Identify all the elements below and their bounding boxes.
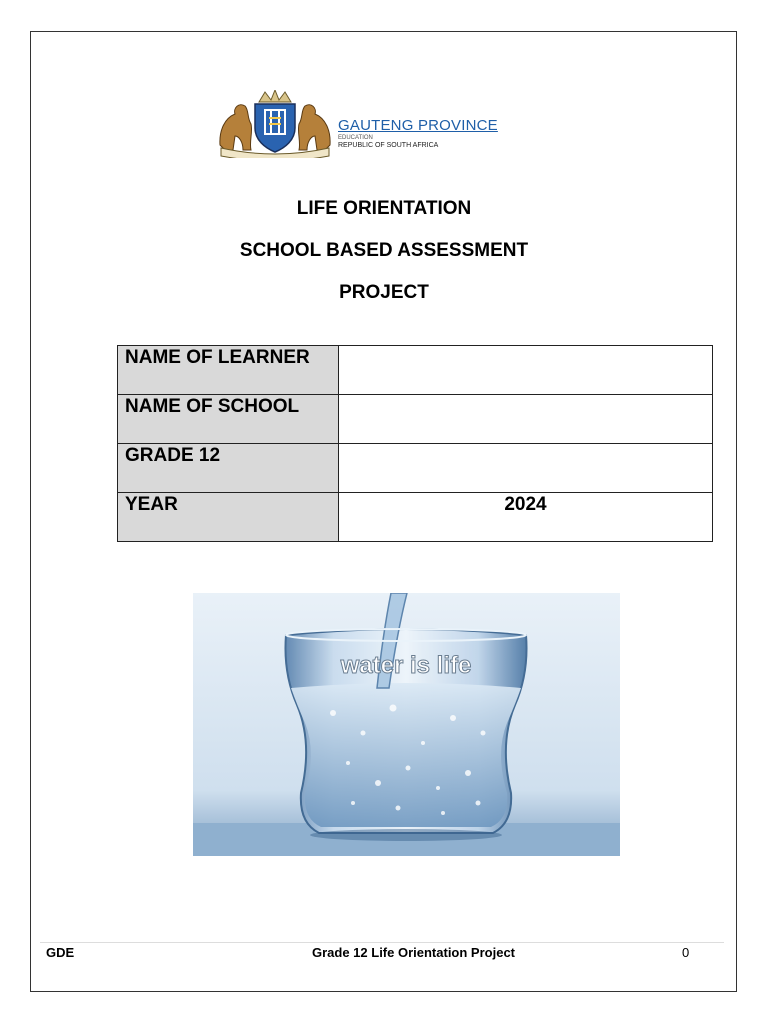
title-assessment: SCHOOL BASED ASSESSMENT (239, 240, 529, 261)
label-name-of-learner: NAME OF LEARNER (118, 346, 339, 395)
learner-info-table (117, 345, 713, 542)
label-grade: GRADE 12 (118, 444, 339, 493)
footer-divider (40, 942, 724, 943)
field-name-of-school[interactable] (339, 395, 713, 444)
footer-center: Grade 12 Life Orientation Project (312, 945, 515, 960)
table-row (118, 346, 713, 395)
image-caption: water is life (340, 652, 472, 679)
water-glass-image (193, 593, 620, 856)
label-name-of-school: NAME OF SCHOOL (118, 395, 339, 444)
title-project: PROJECT (339, 282, 429, 303)
water-glass-illustration (193, 593, 620, 856)
table-row (118, 493, 713, 542)
field-name-of-learner[interactable] (339, 346, 713, 395)
footer-left: GDE (46, 945, 75, 960)
logo-subtitle-country: REPUBLIC OF SOUTH AFRICA (338, 142, 439, 149)
page-number: 0 (682, 945, 690, 960)
table-row (118, 395, 713, 444)
field-grade[interactable] (339, 444, 713, 493)
field-year[interactable]: 2024 (339, 493, 713, 542)
table-row (118, 444, 713, 493)
logo-text (338, 117, 498, 150)
logo-title: GAUTENG PROVINCE (338, 117, 498, 134)
logo-subtitle-education: EDUCATION (338, 135, 373, 141)
coat-of-arms-icon (215, 90, 335, 158)
label-year: YEAR (118, 493, 339, 542)
title-subject: LIFE ORIENTATION (296, 198, 472, 219)
